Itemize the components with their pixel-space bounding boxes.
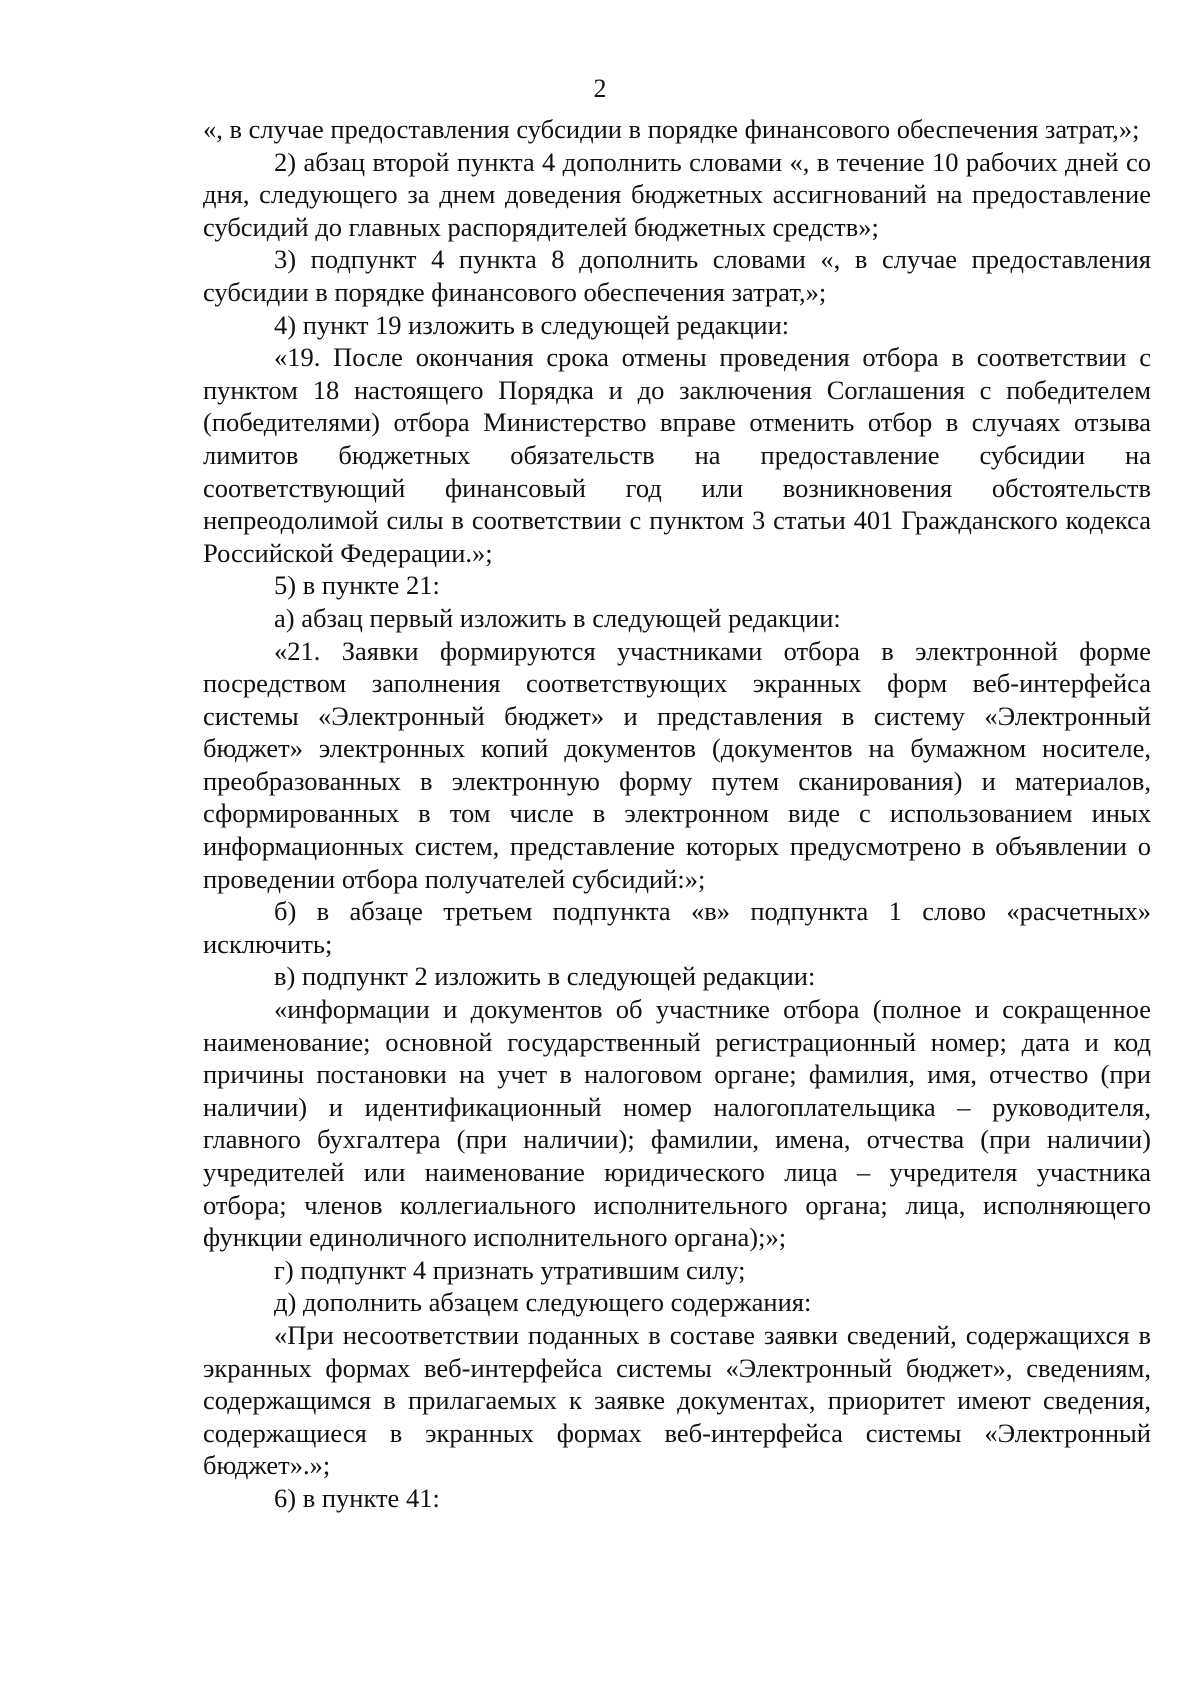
- paragraph-13: д) дополнить абзацем следующего содержания:: [274, 1287, 812, 1318]
- paragraph-1: «, в случае предоставления субсидии в порядке финансового обеспечения затрат,»;: [203, 114, 1140, 144]
- paragraph-6: 5) в пункте 21:: [274, 570, 440, 601]
- paragraph-2: 2) абзац второй пункта 4 дополнить словами «, в течение 10 рабочих дней со дня, следующего за днем доведения бюджетных ассигнований на предоставление субсидий до главных распорядителей бюджетных средств»;: [203, 146, 1151, 242]
- paragraph-5: «19. После окончания срока отмены проведения отбора в соответствии с пунктом 18 настоящего Порядка и до заключения Соглашения с победителем (победителями) отбора Министерство вправе отменить отбор в случаях отзыва лимитов бюджетных обязательств на предоставление субсидии на соответствующий финансовый год или возникновения обстоятельств непреодолимой силы в соответствии с пунктом 3 статьи 401 Гражданского кодекса Российской Федерации.»;: [203, 342, 1151, 568]
- paragraph-8: «21. Заявки формируются участниками отбора в электронной форме посредством заполнения соответствующих экранных форм веб-интерфейса системы «Электронный бюджет» и представления в систему «Электронный бюджет» электронных копий документов (документов на бумажном носителе, преобразованных в электронную форму путем сканирования) и материалов, сформированных в том числе в электронном виде с использованием иных информационных систем, представление которых предусмотрено в объявлении о проведении отбора получателей субсидий:»;: [203, 635, 1151, 894]
- paragraph-14: «При несоответствии поданных в составе заявки сведений, содержащихся в экранных формах веб-интерфейса системы «Электронный бюджет», сведениям, содержащимся в прилагаемых к заявке документах, приоритет имеют сведения, содержащиеся в экранных формах веб-интерфейса системы «Электронный бюджет».»;: [203, 1319, 1151, 1481]
- paragraph-3: 3) подпункт 4 пункта 8 дополнить словами «, в случае предоставления субсидии в порядке финансового обеспечения затрат,»;: [203, 244, 1151, 307]
- paragraph-11: «информации и документов об участнике отбора (полное и сокращенное наименование; основной государственный регистрационный номер; дата и код причины постановки на учет в налоговом органе; фамилия, имя, отчество (при наличии) и идентификационный номер налогоплательщика – руководителя, главного бухгалтера (при наличии); фамилии, имена, отчества (при наличии) учредителей или наименование юридического лица – учредителя участника отбора; членов коллегиального исполнительного органа; лица, исполняющего функции единоличного исполнительного органа);»;: [203, 994, 1151, 1253]
- paragraph-9: б) в абзаце третьем подпункта «в» подпункта 1 слово «расчетных» исключить;: [203, 896, 1151, 959]
- page-number: 2: [593, 74, 607, 103]
- paragraph-12: г) подпункт 4 признать утратившим силу;: [274, 1254, 746, 1285]
- document-body: [203, 113, 1151, 1515]
- paragraph-15: 6) в пункте 41:: [274, 1482, 440, 1513]
- paragraph-4: 4) пункт 19 изложить в следующей редакции:: [274, 309, 790, 340]
- paragraph-10: в) подпункт 2 изложить в следующей редакции:: [274, 961, 816, 992]
- paragraph-7: а) абзац первый изложить в следующей редакции:: [274, 602, 841, 633]
